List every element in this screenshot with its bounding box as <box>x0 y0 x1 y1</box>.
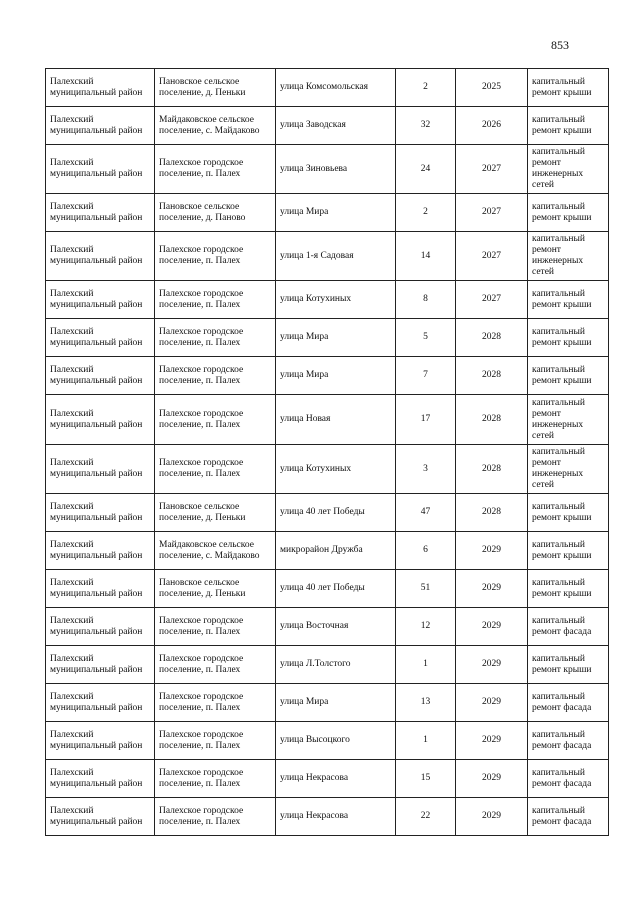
cell-house-number: 17 <box>396 395 456 445</box>
cell-year: 2027 <box>456 145 528 194</box>
table-row <box>46 684 609 722</box>
page-number: 853 <box>551 38 569 52</box>
cell-district: Палехский муниципальный район <box>46 684 155 722</box>
cell-street: улица Л.Толстого <box>276 646 396 684</box>
cell-work-type: капитальный ремонт фасада <box>528 684 609 722</box>
cell-street: улица Мира <box>276 194 396 232</box>
cell-settlement: Палехское городское поселение, п. Палех <box>155 319 276 357</box>
cell-work-type: капитальный ремонт крыши <box>528 646 609 684</box>
cell-house-number: 1 <box>396 646 456 684</box>
cell-year: 2029 <box>456 798 528 836</box>
cell-work-type: капитальный ремонт фасада <box>528 608 609 646</box>
cell-street: микрорайон Дружба <box>276 532 396 570</box>
cell-settlement: Палехское городское поселение, п. Палех <box>155 145 276 194</box>
cell-street: улица Новая <box>276 395 396 445</box>
table-row <box>46 357 609 395</box>
table-row <box>46 281 609 319</box>
table-row <box>46 494 609 532</box>
cell-street: улица Заводская <box>276 107 396 145</box>
cell-year: 2029 <box>456 532 528 570</box>
cell-year: 2029 <box>456 570 528 608</box>
cell-district: Палехский муниципальный район <box>46 69 155 107</box>
cell-year: 2029 <box>456 646 528 684</box>
cell-house-number: 2 <box>396 194 456 232</box>
cell-work-type: капитальный ремонт крыши <box>528 494 609 532</box>
cell-house-number: 24 <box>396 145 456 194</box>
cell-work-type: капитальный ремонт фасада <box>528 722 609 760</box>
cell-street: улица Мира <box>276 684 396 722</box>
cell-district: Палехский муниципальный район <box>46 357 155 395</box>
cell-work-type: капитальный ремонт инженерных сетей <box>528 445 609 494</box>
cell-year: 2027 <box>456 232 528 281</box>
cell-district: Палехский муниципальный район <box>46 194 155 232</box>
table-row <box>46 107 609 145</box>
cell-district: Палехский муниципальный район <box>46 646 155 684</box>
cell-street: улица Мира <box>276 357 396 395</box>
cell-work-type: капитальный ремонт крыши <box>528 319 609 357</box>
cell-settlement: Пановское сельское поселение, д. Пеньки <box>155 494 276 532</box>
cell-street: улица 40 лет Победы <box>276 570 396 608</box>
cell-year: 2028 <box>456 395 528 445</box>
cell-settlement: Палехское городское поселение, п. Палех <box>155 357 276 395</box>
cell-street: улица 40 лет Победы <box>276 494 396 532</box>
cell-house-number: 7 <box>396 357 456 395</box>
cell-year: 2027 <box>456 194 528 232</box>
cell-work-type: капитальный ремонт фасада <box>528 760 609 798</box>
cell-settlement: Палехское городское поселение, п. Палех <box>155 722 276 760</box>
cell-street: улица Котухиных <box>276 281 396 319</box>
cell-house-number: 14 <box>396 232 456 281</box>
cell-settlement: Майдаковское сельское поселение, с. Майдаково <box>155 532 276 570</box>
cell-settlement: Палехское городское поселение, п. Палех <box>155 395 276 445</box>
cell-year: 2028 <box>456 445 528 494</box>
cell-year: 2029 <box>456 608 528 646</box>
table-row <box>46 445 609 494</box>
cell-house-number: 13 <box>396 684 456 722</box>
cell-district: Палехский муниципальный район <box>46 760 155 798</box>
cell-year: 2028 <box>456 357 528 395</box>
cell-settlement: Палехское городское поселение, п. Палех <box>155 646 276 684</box>
cell-street: улица Некрасова <box>276 760 396 798</box>
table-row <box>46 194 609 232</box>
table-row <box>46 760 609 798</box>
cell-work-type: капитальный ремонт крыши <box>528 69 609 107</box>
cell-district: Палехский муниципальный район <box>46 107 155 145</box>
cell-work-type: капитальный ремонт крыши <box>528 532 609 570</box>
repair-schedule-table <box>45 68 609 836</box>
cell-settlement: Палехское городское поселение, п. Палех <box>155 608 276 646</box>
table-row <box>46 646 609 684</box>
cell-street: улица Зиновьева <box>276 145 396 194</box>
cell-year: 2028 <box>456 494 528 532</box>
cell-district: Палехский муниципальный район <box>46 445 155 494</box>
cell-district: Палехский муниципальный район <box>46 532 155 570</box>
cell-work-type: капитальный ремонт фасада <box>528 798 609 836</box>
cell-house-number: 1 <box>396 722 456 760</box>
table-row <box>46 145 609 194</box>
table-row <box>46 395 609 445</box>
cell-street: улица Восточная <box>276 608 396 646</box>
cell-district: Палехский муниципальный район <box>46 145 155 194</box>
cell-district: Палехский муниципальный район <box>46 281 155 319</box>
cell-house-number: 2 <box>396 69 456 107</box>
cell-work-type: капитальный ремонт инженерных сетей <box>528 145 609 194</box>
cell-year: 2026 <box>456 107 528 145</box>
cell-district: Палехский муниципальный район <box>46 395 155 445</box>
cell-street: улица Мира <box>276 319 396 357</box>
cell-house-number: 51 <box>396 570 456 608</box>
cell-house-number: 32 <box>396 107 456 145</box>
cell-settlement: Палехское городское поселение, п. Палех <box>155 798 276 836</box>
table-row <box>46 319 609 357</box>
cell-work-type: капитальный ремонт крыши <box>528 570 609 608</box>
cell-year: 2029 <box>456 684 528 722</box>
cell-district: Палехский муниципальный район <box>46 232 155 281</box>
table-row <box>46 532 609 570</box>
cell-district: Палехский муниципальный район <box>46 494 155 532</box>
table-row <box>46 69 609 107</box>
cell-settlement: Палехское городское поселение, п. Палех <box>155 281 276 319</box>
cell-work-type: капитальный ремонт инженерных сетей <box>528 232 609 281</box>
cell-house-number: 5 <box>396 319 456 357</box>
cell-street: улица 1-я Садовая <box>276 232 396 281</box>
cell-street: улица Высоцкого <box>276 722 396 760</box>
cell-house-number: 3 <box>396 445 456 494</box>
cell-district: Палехский муниципальный район <box>46 319 155 357</box>
cell-settlement: Майдаковское сельское поселение, с. Майдаково <box>155 107 276 145</box>
cell-house-number: 12 <box>396 608 456 646</box>
cell-year: 2028 <box>456 319 528 357</box>
table-row <box>46 798 609 836</box>
cell-district: Палехский муниципальный район <box>46 608 155 646</box>
cell-settlement: Палехское городское поселение, п. Палех <box>155 232 276 281</box>
cell-street: улица Котухиных <box>276 445 396 494</box>
table-body <box>46 69 609 836</box>
cell-district: Палехский муниципальный район <box>46 570 155 608</box>
cell-year: 2029 <box>456 760 528 798</box>
cell-work-type: капитальный ремонт крыши <box>528 357 609 395</box>
table-row <box>46 722 609 760</box>
cell-district: Палехский муниципальный район <box>46 798 155 836</box>
cell-house-number: 6 <box>396 532 456 570</box>
table-row <box>46 608 609 646</box>
cell-work-type: капитальный ремонт инженерных сетей <box>528 395 609 445</box>
cell-settlement: Палехское городское поселение, п. Палех <box>155 445 276 494</box>
cell-work-type: капитальный ремонт крыши <box>528 194 609 232</box>
cell-settlement: Пановское сельское поселение, д. Пеньки <box>155 570 276 608</box>
cell-street: улица Комсомольская <box>276 69 396 107</box>
cell-house-number: 15 <box>396 760 456 798</box>
cell-year: 2025 <box>456 69 528 107</box>
cell-house-number: 47 <box>396 494 456 532</box>
cell-street: улица Некрасова <box>276 798 396 836</box>
cell-settlement: Палехское городское поселение, п. Палех <box>155 684 276 722</box>
cell-district: Палехский муниципальный район <box>46 722 155 760</box>
cell-settlement: Пановское сельское поселение, д. Паново <box>155 194 276 232</box>
table-row <box>46 232 609 281</box>
cell-settlement: Палехское городское поселение, п. Палех <box>155 760 276 798</box>
cell-year: 2029 <box>456 722 528 760</box>
cell-settlement: Пановское сельское поселение, д. Пеньки <box>155 69 276 107</box>
cell-work-type: капитальный ремонт крыши <box>528 107 609 145</box>
cell-house-number: 8 <box>396 281 456 319</box>
cell-house-number: 22 <box>396 798 456 836</box>
cell-work-type: капитальный ремонт крыши <box>528 281 609 319</box>
cell-year: 2027 <box>456 281 528 319</box>
table-row <box>46 570 609 608</box>
